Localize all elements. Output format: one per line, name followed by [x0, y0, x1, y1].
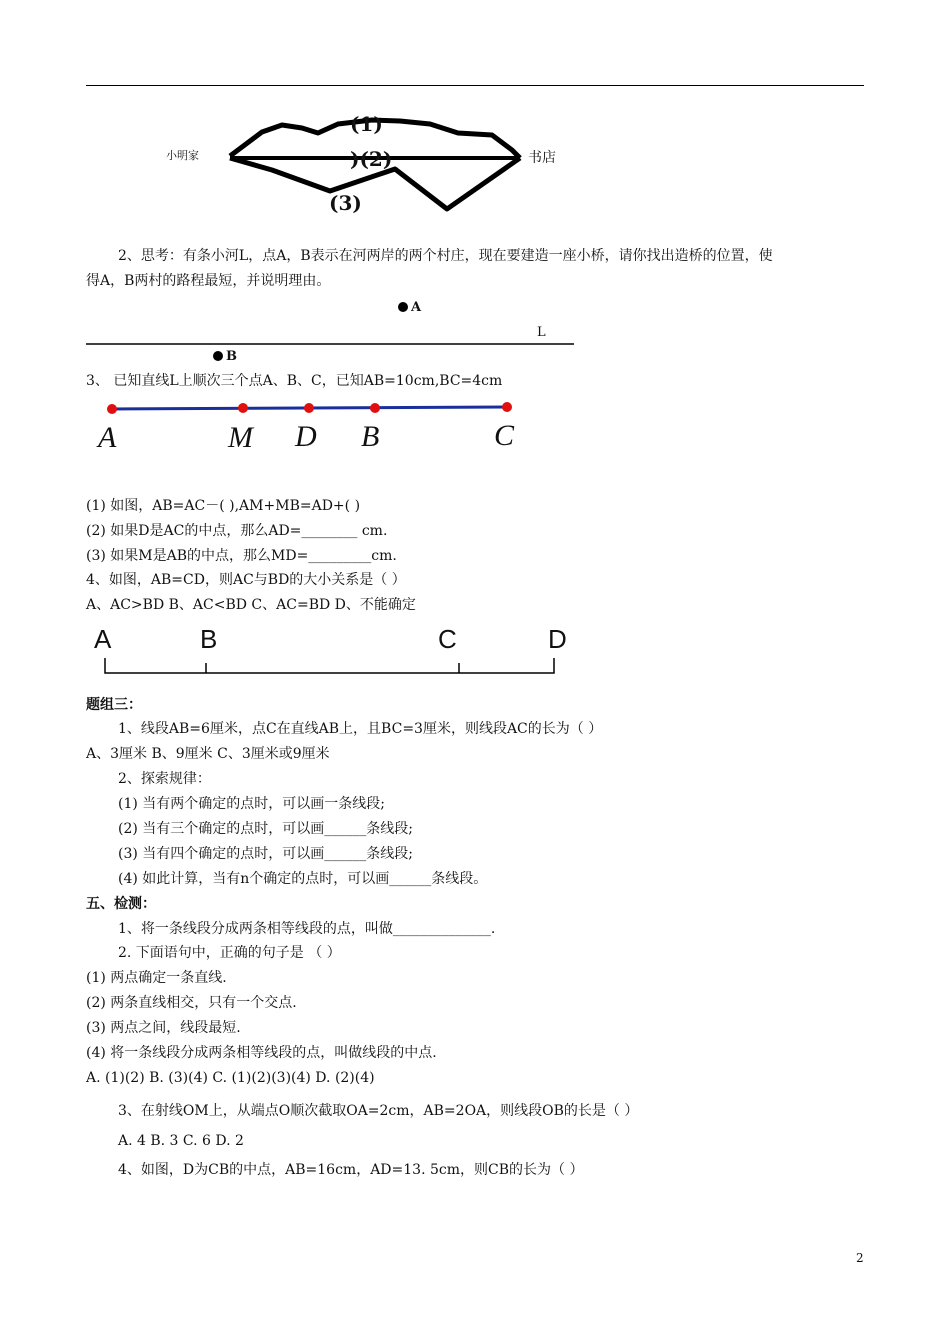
home-label: 小明家	[166, 149, 199, 162]
q3-sub1: (1) 如图，AB=AC－( ),AM+MB=AD+( )	[86, 498, 361, 514]
q3-point-d	[304, 403, 314, 413]
section5-q1: 1、将一条线段分成两条相等线段的点，叫做______________.	[118, 921, 496, 937]
section5-heading: 五、检测：	[86, 896, 156, 912]
group3-q2: 2、探索规律：	[118, 771, 211, 787]
section5-q3: 3、在射线OM上，从端点O顺次截取OA=2cm，AB=2OA，则线段OB的长是（ ）	[118, 1103, 639, 1119]
river-l-label: L	[537, 325, 546, 340]
section5-q4: 4、如图，D为CB的中点，AB=16cm，AD=13. 5cm，则CB的长为（ ）	[118, 1162, 584, 1178]
group3-q1: 1、线段AB=6厘米，点C在直线AB上，且BC=3厘米，则线段AC的长为（ ）	[118, 721, 603, 737]
route-2-label: )(2)	[350, 147, 393, 171]
store-label: 书店	[528, 150, 556, 166]
village-b-dot	[213, 351, 223, 361]
group3-q1-options: A、3厘米 B、9厘米 C、3厘米或9厘米	[86, 746, 330, 762]
section5-q2-options: A. (1)(2) B. (3)(4) C. (1)(2)(3)(4) D. (2)(4)	[86, 1070, 375, 1086]
q3-point-a	[107, 404, 117, 414]
section5-statement2: (2) 两条直线相交，只有一个交点.	[86, 995, 297, 1011]
q3-sub3: (3) 如果M是AB的中点，那么MD=_________cm.	[86, 548, 397, 564]
q3-label-d: D	[295, 420, 317, 453]
group3-heading: 题组三：	[86, 697, 142, 713]
q3-point-c	[502, 402, 512, 412]
q4-label-a: A	[94, 624, 112, 654]
village-a-label: A	[411, 300, 422, 315]
q2-line1: 2、思考：有条小河L，点A，B表示在河两岸的两个村庄，现在要建造一座小桥，请你找出造桥的位置，使	[118, 248, 773, 264]
village-b-label: B	[226, 349, 237, 364]
q4-options: A、AC>BD B、AC<BD C、AC=BD D、不能确定	[86, 597, 416, 613]
section5-statement1: (1) 两点确定一条直线.	[86, 970, 227, 986]
village-a-dot	[398, 302, 408, 312]
group3-rule3: (3) 当有四个确定的点时，可以画______条线段;	[118, 846, 413, 862]
q3-label-a: A	[98, 421, 117, 454]
q3-point-m	[238, 403, 248, 413]
route-1-label: (1)	[350, 112, 383, 136]
q2-line2: 得A，B两村的路程最短，并说明理由。	[86, 273, 331, 289]
q4-label-b: B	[200, 624, 218, 654]
group3-rule2: (2) 当有三个确定的点时，可以画______条线段;	[118, 821, 413, 837]
q3-label-c: C	[494, 419, 515, 452]
q4-stem: 4、如图，AB=CD，则AC与BD的大小关系是（ ）	[86, 572, 406, 588]
group3-rule4: (4) 如此计算，当有n个确定的点时，可以画______条线段。	[118, 871, 488, 887]
group3-rule1: (1) 当有两个确定的点时，可以画一条线段;	[118, 796, 385, 812]
q3-sub2: (2) 如果D是AC的中点，那么AD=________ cm.	[86, 523, 388, 539]
page-number: 2	[856, 1251, 864, 1265]
q3-label-b: B	[361, 420, 380, 453]
q3-label-m: M	[228, 421, 253, 454]
q4-label-c: C	[438, 624, 457, 654]
q4-segment	[105, 658, 554, 673]
q3-stem: 3、 已知直线L上顺次三个点A、B、C，已知AB=10cm,BC=4cm	[86, 373, 503, 389]
route-3-label: (3)	[329, 191, 362, 215]
section5-statement4: (4) 将一条线段分成两条相等线段的点，叫做线段的中点.	[86, 1045, 437, 1061]
q4-label-d: D	[548, 624, 567, 654]
section5-statement3: (3) 两点之间，线段最短.	[86, 1020, 241, 1036]
section5-q2: 2. 下面语句中，正确的句子是 （ ）	[118, 945, 341, 961]
q3-point-b	[370, 403, 380, 413]
section5-q3-options: A. 4 B. 3 C. 6 D. 2	[118, 1133, 244, 1149]
